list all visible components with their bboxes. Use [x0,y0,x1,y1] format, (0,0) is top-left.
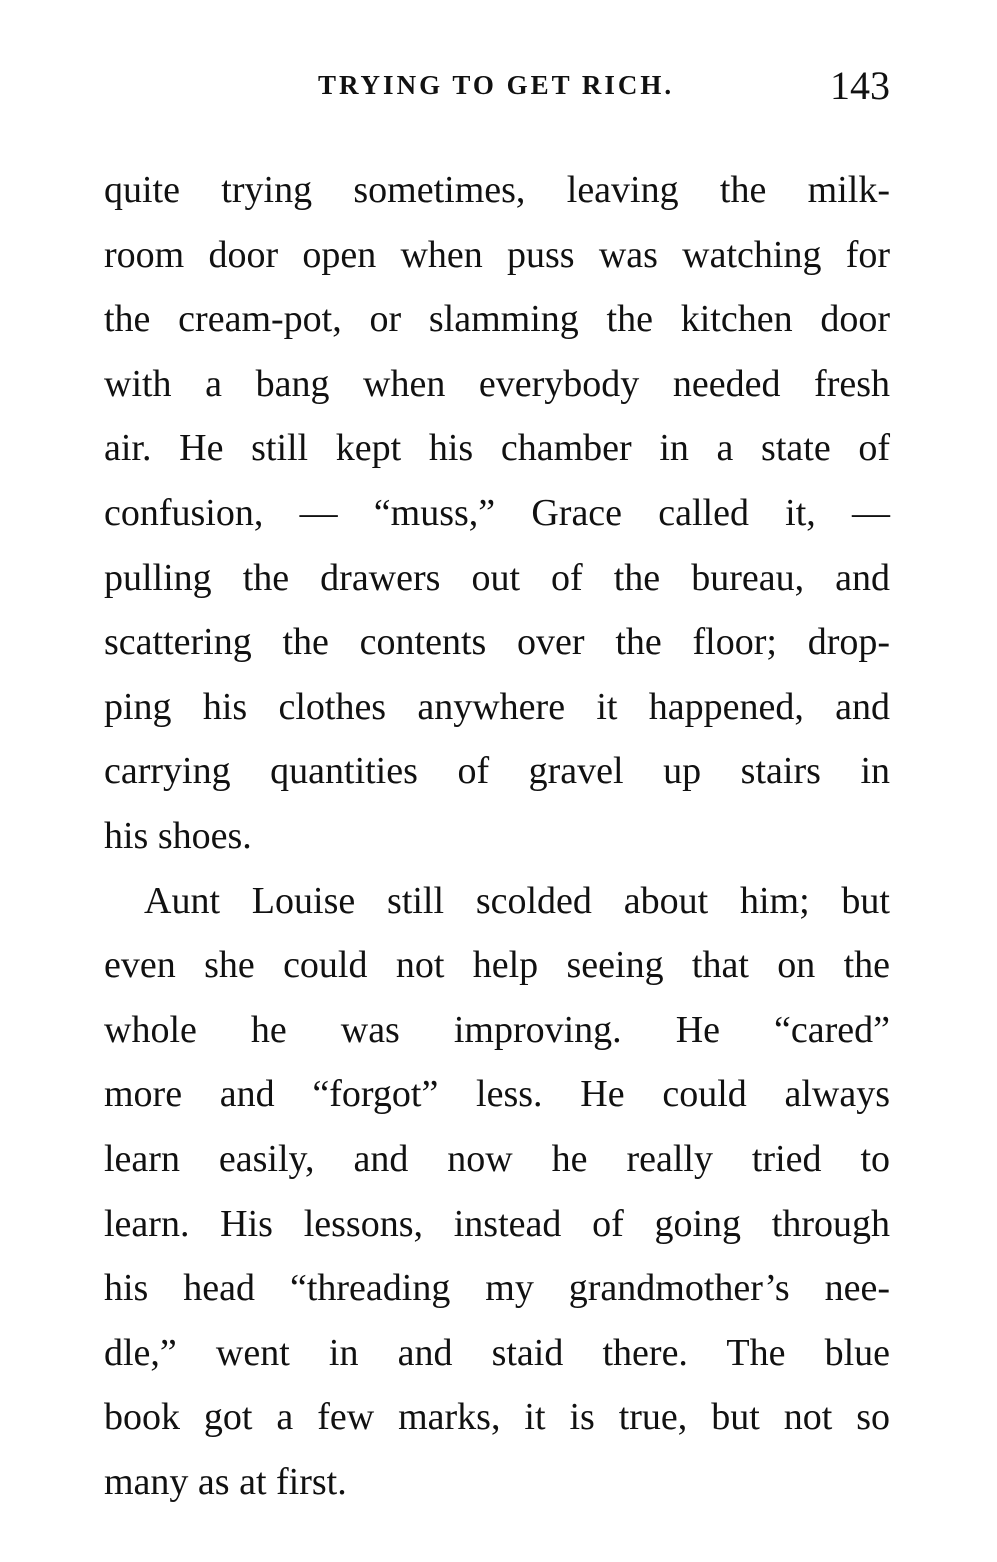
text-line: the cream-pot, or slamming the kitchen door [104,298,890,341]
running-title: TRYING TO GET RICH. [318,70,675,100]
text-line: more and “forgot” less. He could always [104,1073,890,1116]
text-line: many as at first. [104,1460,347,1503]
text-line: learn. His lessons, instead of going through [104,1202,890,1245]
paragraph-2 [104,869,890,1515]
text-line: book got a few marks, it is true, but not so [104,1396,890,1439]
text-line: even she could not help seeing that on the [104,944,890,987]
text-line: Aunt Louise still scolded about him; but [144,879,890,922]
running-header [104,62,890,112]
text-line: learn easily, and now he really tried to [104,1137,890,1180]
text-line: his head “threading my grandmother’s nee- [104,1267,890,1310]
text-line: dle,” went in and staid there. The blue [104,1331,890,1374]
text-line: whole he was improving. He “cared” [104,1008,890,1051]
text-line: carrying quantities of gravel up stairs in [104,750,890,793]
text-line: scattering the contents over the floor; drop- [104,621,890,664]
text-line: room door open when puss was watching for [104,233,890,276]
page-number: 143 [830,63,890,108]
text-line: ping his clothes anywhere it happened, and [104,685,890,728]
paragraph-1 [104,158,890,869]
text-line: pulling the drawers out of the bureau, and [104,556,890,599]
text-line: air. He still kept his chamber in a state of [104,427,890,470]
text-line: his shoes. [104,814,252,857]
body-text [104,158,890,1514]
text-line: quite trying sometimes, leaving the milk- [104,169,890,211]
text-line: confusion, — “muss,” Grace called it, — [104,491,890,534]
text-line: with a bang when everybody needed fresh [104,362,890,405]
